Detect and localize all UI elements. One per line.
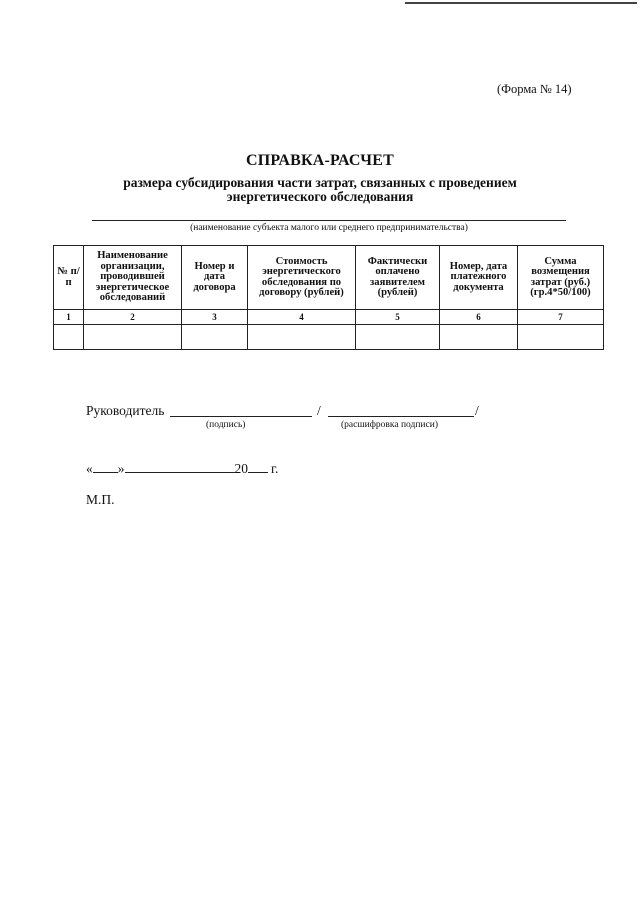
column-number: 5 — [356, 310, 440, 325]
year-suffix: г. — [271, 461, 279, 476]
table-cell[interactable] — [84, 325, 182, 350]
date-open-quote: « — [86, 461, 93, 476]
table-cell[interactable] — [54, 325, 84, 350]
scan-edge-mark — [405, 2, 637, 4]
column-number-row — [54, 310, 604, 325]
month-field[interactable] — [125, 460, 235, 473]
entity-name-line — [92, 220, 566, 221]
table-cell[interactable] — [356, 325, 440, 350]
table-cell[interactable] — [248, 325, 356, 350]
signature-decode-field[interactable] — [328, 416, 474, 417]
document-title: СПРАВКА-РАСЧЕТ — [246, 152, 394, 169]
column-number: 2 — [84, 310, 182, 325]
year-prefix: 20 — [234, 461, 248, 476]
header-cell-reimbursement: Сумма возмещения затрат (руб.) (гр.4*50/100) — [518, 246, 604, 310]
table-row — [54, 325, 604, 350]
director-label: Руководитель — [86, 403, 165, 418]
table-cell[interactable] — [182, 325, 248, 350]
column-number: 6 — [440, 310, 518, 325]
form-number: (Форма № 14) — [497, 82, 572, 96]
signature-separator: / — [475, 403, 479, 418]
signature-field[interactable] — [170, 416, 312, 417]
signature-caption: (подпись) — [206, 420, 246, 430]
column-number: 4 — [248, 310, 356, 325]
header-cell-payment-doc: Номер, дата платежного документа — [440, 246, 518, 310]
column-number: 1 — [54, 310, 84, 325]
calculation-table — [53, 245, 604, 350]
signature-decode-caption: (расшифровка подписи) — [341, 420, 438, 430]
year-field[interactable] — [248, 460, 268, 473]
table-header-row — [54, 246, 604, 310]
stamp-place-label: М.П. — [86, 492, 115, 507]
column-number: 3 — [182, 310, 248, 325]
column-number: 7 — [518, 310, 604, 325]
header-cell-contract: Номер и дата договора — [182, 246, 248, 310]
header-cell-audit-cost: Стоимость энергетического обследования по договору (рублей) — [248, 246, 356, 310]
table-cell[interactable] — [440, 325, 518, 350]
date-close-quote: » — [117, 461, 125, 476]
header-cell-paid: Фактически оплачено заявителем (рублей) — [356, 246, 440, 310]
header-cell-number: № п/п — [54, 246, 84, 310]
table-cell[interactable] — [518, 325, 604, 350]
header-cell-organization: Наименование организации, проводившей энергетическое обследований — [84, 246, 182, 310]
date-line — [86, 460, 278, 477]
entity-name-caption: (наименование субъекта малого или среднего предпринимательства) — [190, 223, 468, 233]
document-subtitle: размера субсидирования части затрат, связанных с проведением энергетического обследования — [123, 175, 517, 204]
signature-separator: / — [317, 403, 321, 418]
day-field[interactable] — [93, 460, 118, 473]
